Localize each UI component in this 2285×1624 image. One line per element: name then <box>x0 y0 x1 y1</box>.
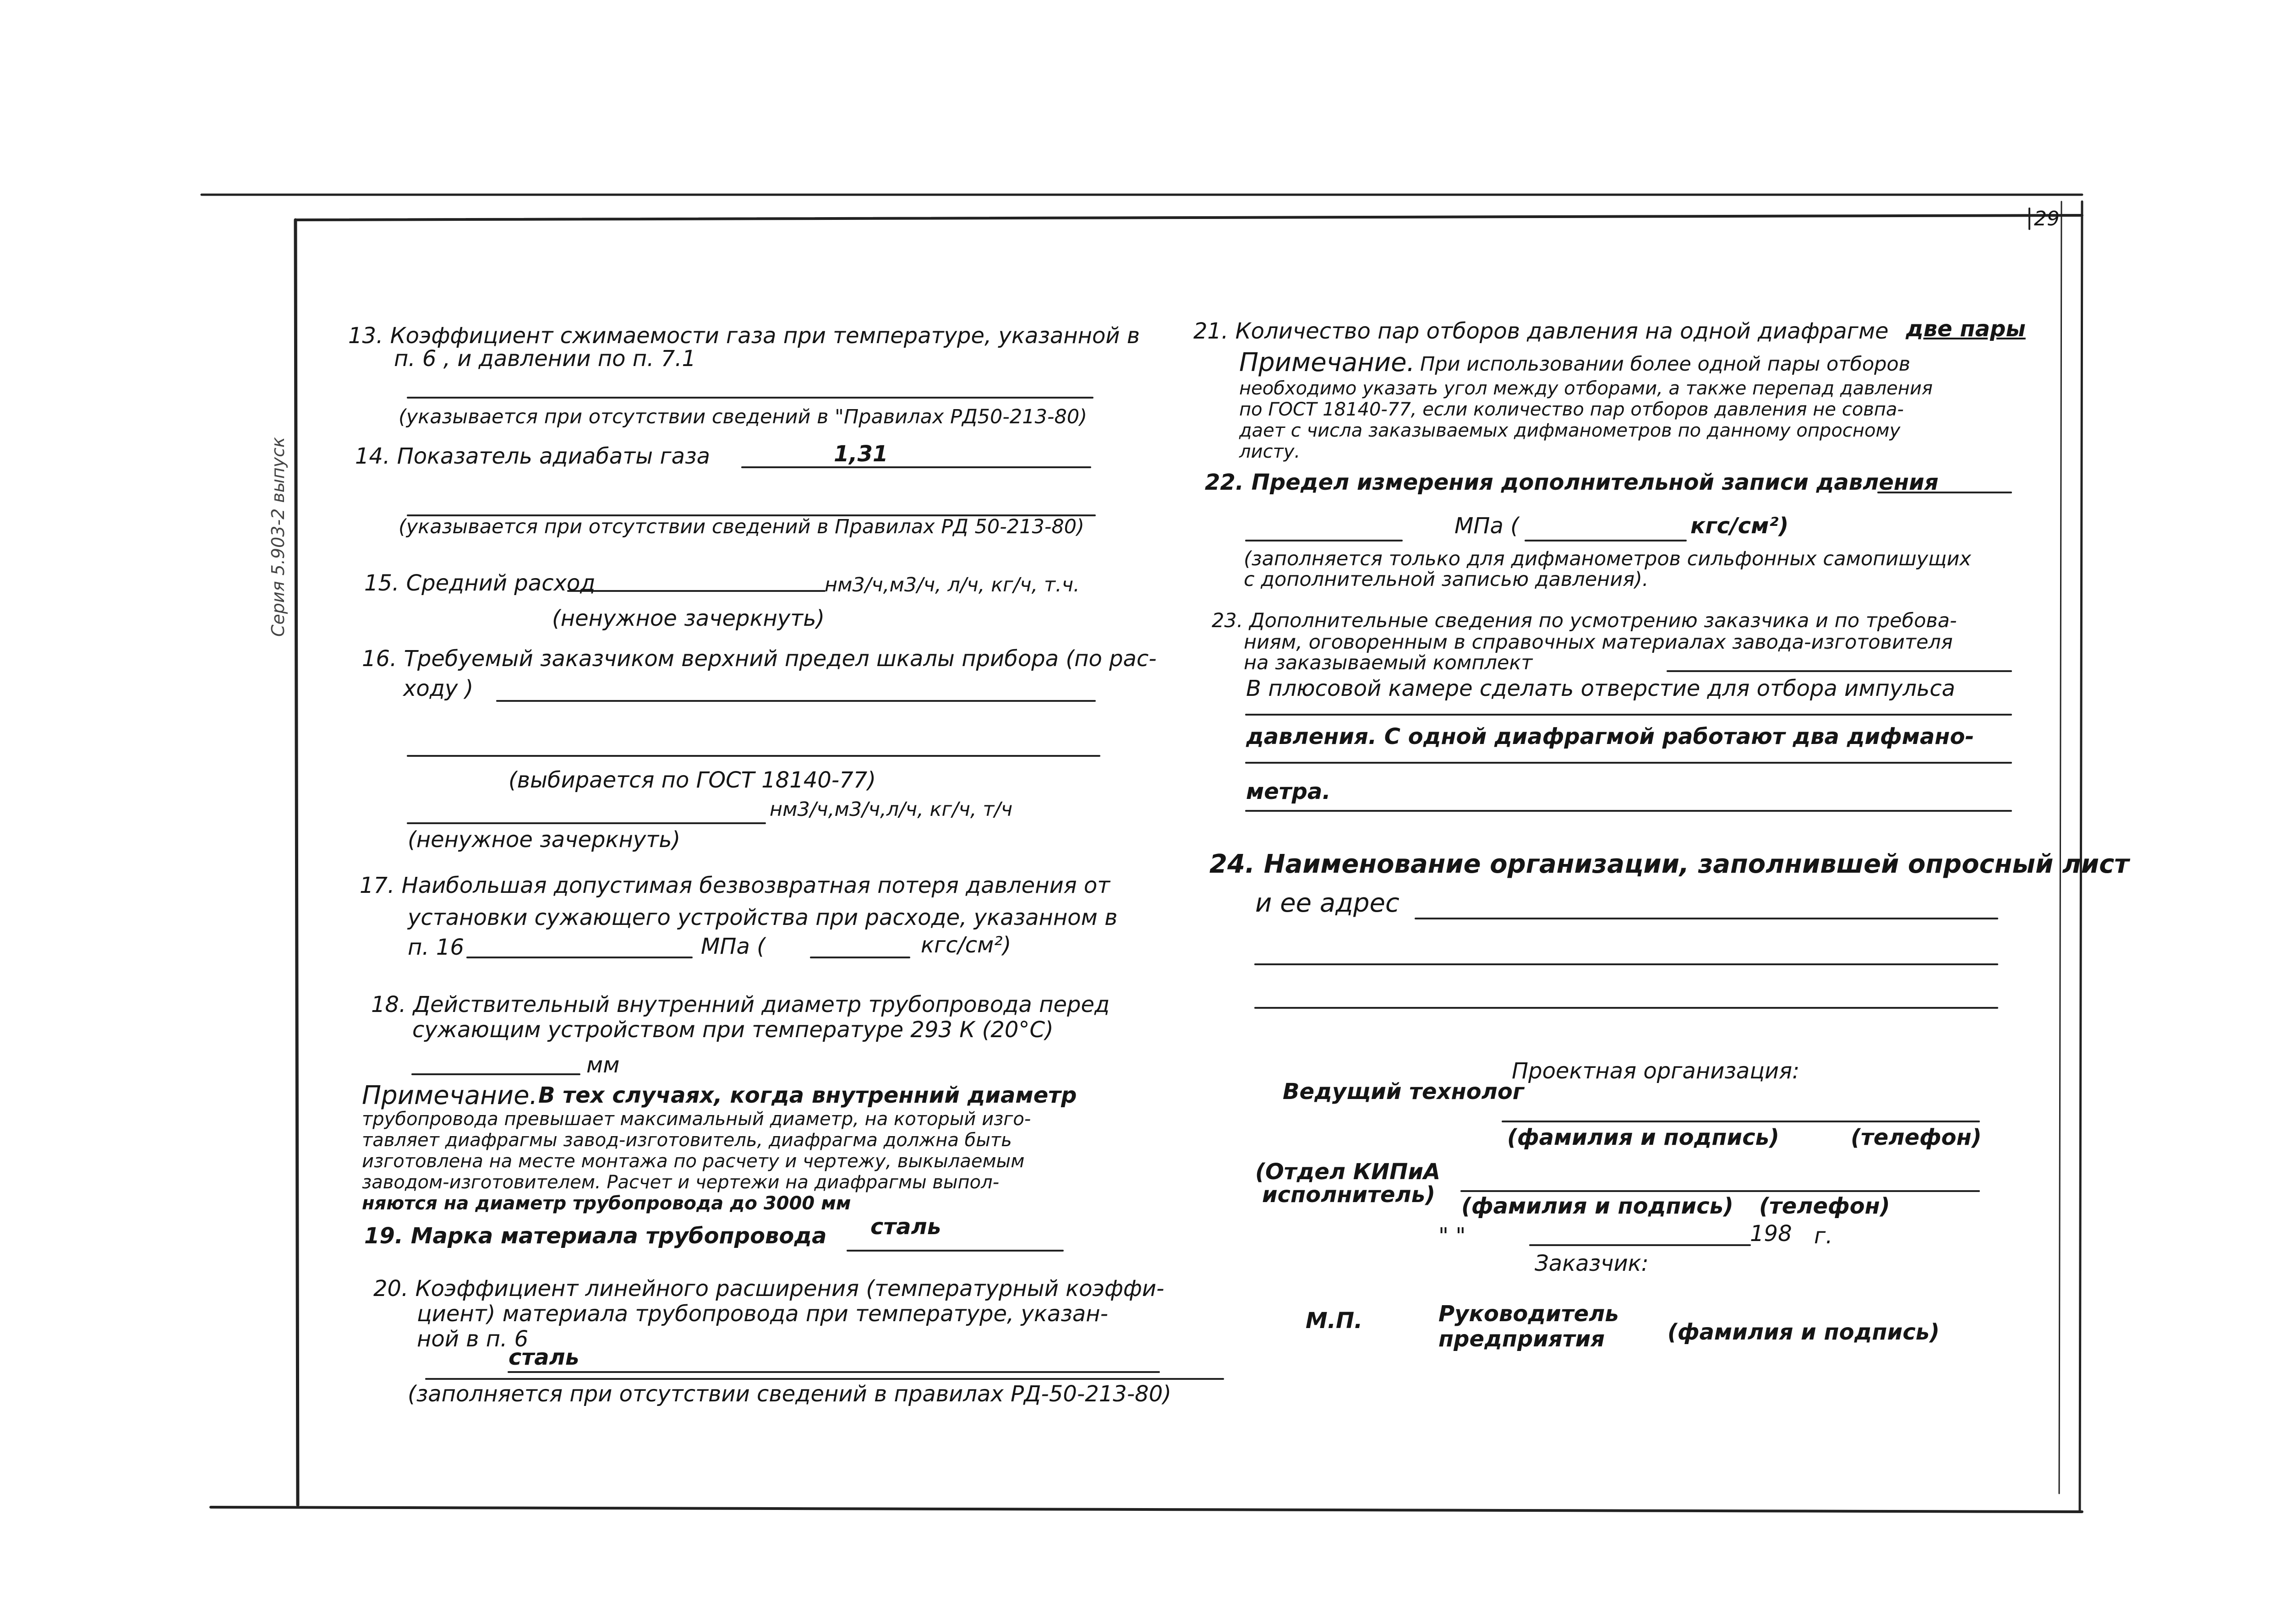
pipe-material-value: сталь <box>870 1214 941 1240</box>
additional-info-line-1: В плюсовой камере сделать отверстие для отбора импульса <box>1246 676 1955 701</box>
scanned-sheet: 29 Серия 5.903-2 выпуск 13. Коэффициент сжимаемости газа при температуре, указанной в п. 6 , и давлении по п. 7.1 (указывается при отсутствии сведений в "Правилах РД50-213-80) 14. Показатель адиабаты газа 1,31 (указывается при отсутствии сведений в Правилах РД 50-213-80) 15. Средний расход нм3/ч,м3/ч, л/ч, кг/ч, т.ч. (ненужное зачеркнуть) 16. Требуемый заказчиком верхний предел шкалы прибора (по рас- ходу ) (выбирается по ГОСТ 18140-77) нм3/ч,м3/ч,л/ч, кг/ч, т/ч (ненужное зачеркнуть) 17. Наибольшая допустимая безвозвратная потеря давления от установки сужающего устройства при расходе, указанном в п. 16 МПа ( кгс/см²) 18. Действительный внутренний диаметр трубопровода перед сужающим устройством при температуре 293 К (20°С) мм Примечание. В тех случаях, когда внутренний диаметр трубопровода превышает максимальный диаметр, на который изго- тавляет диафрагмы завод-изготовитель, диафрагма должна быть изготовлена на месте монтажа по расчету и чертежу, выкылаемым заводом-изготовителем. Расчет и чертежи на диафрагмы выпол- няются на диаметр трубопровода до 3000 мм 19. Марка материала трубопровода сталь 20. Коэффициент линейного расширения (температурный коэффи- циент) материала трубопровода при температуре, указан- ной в п. 6 сталь (заполняется при отсутствии сведений в правилах РД-50-213-80) 21. Количество пар отборов давления на одной диафрагме две пары Примечание. При использовании более одной пары отборов необходимо указать угол между отборами, а также перепад давления по ГОСТ 18140-77, если количество пар отборов давления не совпа- дает с числа заказываемых дифманометров по данному опросному листу. 22. Предел измерения дополнительной записи давления МПа ( кгс/см²) (заполняется только для дифманометров сильфонных самопишущих с дополнительной записью давления). 23. Дополнительные сведения по усмотрению заказчика и по требова- ниям, оговоренным в справочных материалах завода-изготовителя на заказываемый комплект В плюсовой камере сделать отверстие для отбора импульса давления. С одной диафрагмой работают два дифмано- метра. 24. Наименование организации, заполнившей опросный лист и ее адрес Проектная организация: Ведущий технолог (фамилия и подпись) (телефон) (Отдел КИПиА исполнитель) (фамилия и подпись) (телефон) " " 198 г. Заказчик: М.П. Руководитель предприятия (фамилия и подпись) <box>0 0 2285 1624</box>
adiabatic-index-value: 1,31 <box>834 441 888 467</box>
additional-info-line-2: давления. С одной диафрагмой работают два дифмано- <box>1246 724 1974 749</box>
margin-series-note: Серия 5.903-2 выпуск <box>268 437 288 637</box>
expansion-material-value: сталь <box>508 1345 579 1370</box>
page-number: 29 <box>2034 207 2060 230</box>
tap-pairs-value: две пары <box>1906 316 2026 342</box>
additional-info-line-3: метра. <box>1246 779 1331 804</box>
